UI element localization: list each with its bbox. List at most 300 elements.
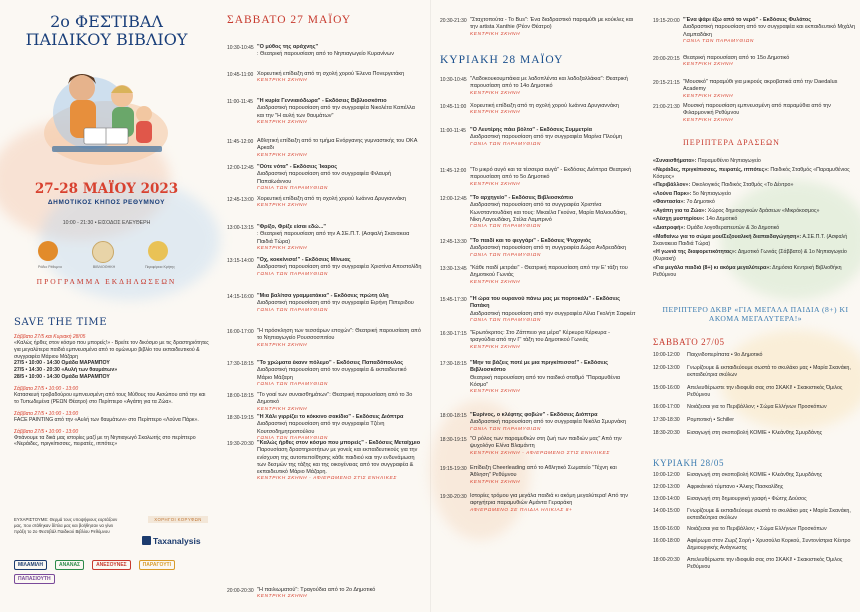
program-event xyxy=(227,164,423,192)
activity-time: 12:00-13:00 xyxy=(653,364,680,371)
kiosk-item xyxy=(653,182,858,189)
program-event xyxy=(653,103,858,124)
event-time: 17:30-18:15 xyxy=(440,360,467,367)
event-title: "Καλώς ήρθες στον κόσμο που μπορείς" - Εκδόσεις Μεταίχμιο xyxy=(257,440,421,446)
event-title: "Η κυρία Γεννιαιόδωρα" - Εκδόσεις Βιβλιοσκόπιο xyxy=(257,98,387,104)
program-event xyxy=(440,412,636,433)
event-description: Διαδραστική παρουσίαση από την συγγραφέα Λίλια Γκολήπ Σαφκέιτ xyxy=(470,310,636,317)
event-time: 12:00-12:45 xyxy=(227,164,254,171)
event-location: ΓΩΝΙΑ ΤΩΝ ΠΑΡΑΜΥΘΙΩΝ xyxy=(257,435,328,441)
event-body xyxy=(257,587,423,601)
event-description: Διαδραστική παρουσίαση από τον συγγραφέα Νικόλα Σμυρνάκη xyxy=(470,419,627,426)
kiosk-list xyxy=(653,158,858,280)
program-event xyxy=(227,414,423,442)
event-description: "Μουσικό" παραμύθι για μικρούς ακροβατικά από την Daedalus Academy xyxy=(683,79,838,93)
event-time: 10:45-11:00 xyxy=(440,103,467,110)
event-time: 21:00-21:30 xyxy=(653,103,680,110)
event-location: ΓΩΝΙΑ ΤΩΝ ΠΑΡΑΜΥΘΙΩΝ xyxy=(470,252,541,258)
column-sunday xyxy=(426,0,639,612)
event-body xyxy=(470,436,636,457)
kiosk-item xyxy=(653,167,858,181)
event-time: 19:15-19:30 xyxy=(440,465,467,472)
block-line: 27/5 • 14:30 - 20:30 «Αυλή των θαυμάτων» xyxy=(14,367,118,374)
block-text: Φτιάνουμε τα δικά μας ιστορίες μαζί με τη Νηπιαγωγό Σκαλωτής στο περίπτερο «Νεράιδες, πριγκίπισσες, πειρατές, ιππότες» xyxy=(14,434,196,448)
event-description: "Το μικρό αυγό και τα τέσσερα αυγά" - Εκδόσεις Διόπτρα Θεατρική παρουσίαση από το 5ο Δημοτικό xyxy=(470,167,632,181)
program-event xyxy=(227,224,423,252)
program-event xyxy=(227,138,423,159)
event-body xyxy=(257,414,423,442)
program-event xyxy=(440,76,636,97)
block-date: Σάββατο 27/5 • 10:00 - 13:00 xyxy=(14,428,79,435)
festival-dates: 27-28 ΜΑΪΟΥ 2023 xyxy=(34,181,179,197)
event-time: 12:00-12:45 xyxy=(440,195,467,202)
kiosk-host: Οικολογικός Παιδικός Σταθμός «Το Δέντρο» xyxy=(691,182,794,189)
save-the-time-block xyxy=(14,411,209,424)
event-description: Διαδραστική παρουσίαση από την συγγραφέα Χριστίνα Αποστολίδη xyxy=(257,264,422,271)
event-description: Χορευτική επίδειξη από τη σχολή χορού Έλενα Πονεργετάκη xyxy=(257,71,405,77)
event-title: "Ένα ψάρι έξω από το νερό" - Εκδόσεις Φυλάτος xyxy=(683,17,812,23)
activity-time: 18:00-20:30 xyxy=(653,557,680,563)
activity-time: 13:00-14:00 xyxy=(653,495,680,502)
event-time: 11:45-12:00 xyxy=(440,167,467,174)
event-location: ΚΕΝΤΡΙΚΗ ΣΚΗΝΗ xyxy=(257,594,308,600)
event-description: Διαδραστική παρουσίαση από την συγγραφέα Μαρίνα Πλούμη xyxy=(470,134,622,141)
event-body xyxy=(470,412,636,433)
event-time: 19:15-20:00 xyxy=(653,17,680,24)
event-body xyxy=(470,360,636,395)
event-location: ΑΦΙΕΡΩΜΕΝΟ ΣΕ ΠΑΙΔΙΑ ΗΛΙΚΙΑΣ 8+ xyxy=(470,507,573,513)
activity-row xyxy=(653,557,858,571)
program-event xyxy=(440,296,636,324)
event-description: Διαδραστική παρουσίαση από τη συγγραφέα Δώρα Ανδρεαδάκη xyxy=(470,245,627,252)
program-event xyxy=(227,196,423,210)
activity-text: Εισαγωγή στη σκοποβολή ΚΟΜΙΕ • Κλεάνθης Σμυρδάνης xyxy=(687,430,823,437)
event-title: "Η ώρα του ουρανού πάνω μας με πορτοκάλι" - Εκδόσεις Πατάκη xyxy=(470,296,620,310)
save-the-time-block xyxy=(14,386,209,406)
event-title: "Οχ, κοκκίνισα!" - Εκδόσεις Μίνωας xyxy=(257,257,351,263)
save-the-time-block xyxy=(14,429,209,449)
event-time: 13:15-14:00 xyxy=(227,257,254,264)
sponsor-row xyxy=(14,560,209,584)
program-event xyxy=(440,465,636,486)
event-location: ΓΩΝΙΑ ΤΩΝ ΠΑΡΑΜΥΘΙΩΝ xyxy=(470,141,541,147)
event-location: ΚΕΝΤΡΙΚΗ ΣΚΗΝΗ xyxy=(257,119,308,125)
event-description: Διαδραστική παρουσίαση από τον συγγραφέα και εκπαιδευτικό Μιχάλη Λαμπαδάκη xyxy=(683,24,856,38)
event-time: 18:30-19:15 xyxy=(440,436,467,443)
event-location: ΚΕΝΤΡΙΚΗ ΣΚΗΝΗ xyxy=(257,203,308,209)
program-label: ΠΡΟΓΡΑΜΜΑ ΕΚΔΗΛΩΣΕΩΝ xyxy=(36,277,177,286)
event-title: "Το παιδί και το φεγγάρι" - Εκδόσεις Ψυχογιός xyxy=(470,238,592,244)
block-date: Σάββατο 27/5 • 10:00 - 13:00 xyxy=(14,386,79,393)
column-cover xyxy=(0,0,213,612)
kiosk-name: «Μαθαίνω για το σώμα μου/Σεξουαλική διαπαιδαγώγηση»: xyxy=(653,233,802,240)
event-description: Θεατρική παρουσίαση από το 15ο Δημοτικό xyxy=(683,55,790,61)
activity-row xyxy=(653,404,858,411)
event-body xyxy=(470,238,636,259)
event-time: 10:30-10:45 xyxy=(440,76,467,83)
event-body xyxy=(470,195,636,230)
kiosk-name: «Συναισθήματα»: xyxy=(653,158,697,164)
event-title: "Φρίξο, Φρίξε είσαι εδώ..." xyxy=(257,224,327,230)
event-time: 13:00-13:15 xyxy=(227,224,254,231)
event-time: 18:00-18:15 xyxy=(440,412,467,419)
program-event xyxy=(440,238,636,259)
activity-time: 14:00-15:00 xyxy=(653,507,680,514)
event-location: ΓΩΝΙΑ ΤΩΝ ΠΑΡΑΜΥΘΙΩΝ xyxy=(257,271,328,277)
activity-row xyxy=(653,385,858,399)
sponsor-logo: ΜΙΛΑΜΙΛΗ xyxy=(14,560,47,570)
program-event xyxy=(440,127,636,148)
program-event xyxy=(440,195,636,230)
big-kiosk-heading: ΠΕΡΙΠΤΕΡΟ ΔΚΒΡ «ΓΙΑ ΜΕΓΑΛΑ ΠΑΙΔΙΑ (8+) ΚΙ ΑΚΟΜΑ ΜΕΓΑΛΥΤΕΡΑ!» xyxy=(662,305,849,324)
activity-text: Εισαγωγή στη δημιουργική γραφή • Φώτης Δούσος xyxy=(687,495,807,502)
program-event xyxy=(227,587,423,601)
sponsor-logo: ΑΝΑΝΑΣ xyxy=(55,560,84,570)
activity-text: Ρομποτική • Schiller xyxy=(687,417,735,424)
activity-row xyxy=(653,352,858,359)
activity-row xyxy=(653,417,858,424)
event-body xyxy=(470,330,636,351)
event-time: 14:15-16:00 xyxy=(227,293,254,300)
event-location: ΚΕΝΤΡΙΚΗ ΣΚΗΝΗ xyxy=(470,479,521,485)
kiosk-item xyxy=(653,158,858,165)
event-description: Διαδραστική παρουσίαση από τον συγγραφέα & εκπαιδευτικό Μάριο Μάζαρη xyxy=(257,367,407,381)
event-location: ΚΕΝΤΡΙΚΗ ΣΚΗΝΗ xyxy=(257,406,308,412)
event-location: ΓΩΝΙΑ ΤΩΝ ΠΑΡΑΜΥΘΙΩΝ xyxy=(257,381,328,387)
kiosk-item xyxy=(653,216,858,223)
program-event xyxy=(440,167,636,188)
event-location: ΚΕΝΤΡΙΚΗ ΣΚΗΝΗ xyxy=(257,342,308,348)
program-event xyxy=(440,493,636,514)
activity-time: 15:00-16:00 xyxy=(653,526,680,533)
event-location: ΓΩΝΙΑ ΤΩΝ ΠΑΡΑΜΥΘΙΩΝ xyxy=(470,317,541,323)
thanks-note: ΕΥΧΑΡΙΣΤΟΥΜΕ: Θερμά τους υποψήφιους εορτάζουν μας, που στάθηκαν δίπλα μας και βοήθησαν να γίνει πράξη το 2ο Φεστιβάλ Παιδικού Βιβλίου Ρεθύμνου xyxy=(14,517,118,534)
program-event xyxy=(653,17,858,45)
event-location: ΚΕΝΤΡΙΚΗ ΣΚΗΝΗ - ΑΦΙΕΡΩΜΕΝΟ ΣΤΙΣ ΕΝΗΛΙΚΕΣ xyxy=(470,450,610,456)
event-description: "Ερωτόκριτος: Στο Ζάππειο για μέρα" Κέρκυρα Κέρκυρα - τραγούδια από την Γ' τάξη του Δημοτικού Γωνιάς xyxy=(470,330,610,344)
activity-row xyxy=(653,508,858,522)
kiosk-sunday-label: ΚΥΡΙΑΚΗ 28/05 xyxy=(653,458,725,468)
event-time: 17:30-18:15 xyxy=(227,360,254,367)
event-location: ΚΕΝΤΡΙΚΗ ΣΚΗΝΗ - ΑΦΙΕΡΩΜΕΝΟ ΣΤΙΣ ΕΝΗΛΙΚΕΣ xyxy=(257,476,397,482)
program-event xyxy=(227,392,423,413)
event-time: 20:30-21:30 xyxy=(440,17,467,24)
event-time: 18:30-19:15 xyxy=(227,414,254,421)
program-event xyxy=(440,17,636,38)
activity-time: 15:00-16:00 xyxy=(653,384,680,391)
event-body xyxy=(683,103,858,124)
event-body xyxy=(470,76,636,97)
event-body xyxy=(470,167,636,188)
event-title: "Ευρίνος, ο κλέφτης φοβών" - Εκδόσεις Διόπτρα xyxy=(470,412,598,418)
radio-logo xyxy=(38,241,58,261)
block-text: Κατασκευή τροβαδούρου εμπνευσμένη από τους Μύθους του Αισώπου από την και το Τυπωδεμένα (ΡΕΩΝ Θέατρο) στο Περίπτερο «Αγάπη για τα Ζώα». xyxy=(14,392,206,406)
block-line: 27/5 • 10:00 - 14:30 Ομάδα ΜΑΡΑΜΠΟΥ xyxy=(14,360,110,367)
event-location: ΚΕΝΤΡΙΚΗ ΣΚΗΝΗ xyxy=(470,90,521,96)
event-description: "Σταχτοπούτα - Το Bus": Ένα διαδραστικό παραμύθι με κούκλες και την artista Xanthie (Ρέον Θέατρο) xyxy=(470,17,633,31)
reading-family-illustration xyxy=(36,58,176,168)
kiosk-saturday-label: ΣΑΒΒΑΤΟ 27/05 xyxy=(653,337,725,347)
program-event xyxy=(440,265,636,286)
activity-time: 10:00-12:00 xyxy=(653,472,680,478)
saturday-heading: ΣΑΒΒΑΤΟ 27 ΜΑΪΟΥ xyxy=(227,14,352,26)
activity-text: Γνωρίζουμε & εκπαιδεύουμε σωστά το σκυλάκο μας • Μαρία Σκανάκη, εκπαιδεύτρια σκύλων xyxy=(687,507,851,521)
event-location: ΚΕΝΤΡΙΚΗ ΣΚΗΝΗ xyxy=(257,78,308,84)
kiosk-item xyxy=(653,249,858,263)
event-location: ΚΕΝΤΡΙΚΗ ΣΚΗΝΗ xyxy=(683,93,734,99)
event-body xyxy=(470,296,636,324)
activity-text: Παιχνιδοπερίπατα • 9ο Δημοτικό xyxy=(687,352,763,358)
kiosk-item xyxy=(653,191,858,198)
event-description: Χορευτική επίδειξη από τη σχολή χορού Ιωάννα Δρυγιαννάκη xyxy=(257,196,406,202)
kiosk-item xyxy=(653,208,858,215)
event-body xyxy=(257,44,423,59)
event-body xyxy=(257,98,423,126)
event-time: 10:30-10:45 xyxy=(227,44,254,51)
activity-time: 12:00-13:00 xyxy=(653,483,680,490)
column-saturday xyxy=(213,0,426,612)
event-body xyxy=(683,79,858,100)
activity-row xyxy=(653,430,858,437)
event-description: Μουσική παρουσίαση εμπνευσμένη από παραμύθια από την Φιλαρμονική Ρεθύμνου xyxy=(683,103,831,117)
activity-time: 18:30-20:30 xyxy=(653,430,680,437)
kiosk-name: «Λούνα Παρκ»: xyxy=(653,190,692,197)
event-description: "Κάθε παιδί μετράει" - Θεατρική παρουσίαση από την Ε' τάξη του Δημοτικού Γωνιάς xyxy=(470,265,628,279)
event-body xyxy=(257,196,423,210)
kiosk-item xyxy=(653,199,858,206)
event-description: Διαδραστική παρουσίαση από τον συγγραφέα Φιλαυρή Παπαϊωάννου xyxy=(257,171,392,185)
program-event xyxy=(227,293,423,314)
activity-time: 16:00-18:00 xyxy=(653,538,680,545)
activity-text: Νοιάζεσαι για το Περιβάλλον; • Σώμα Ελλήνων Προσκόπων xyxy=(687,526,827,533)
event-title: "Ο μύθος της αράχνης" xyxy=(257,44,319,50)
event-location: ΚΕΝΤΡΙΚΗ ΣΚΗΝΗ xyxy=(257,245,308,251)
block-date: Σάββατο 27/5 • 10:00 - 13:00 xyxy=(14,410,79,417)
event-description: Επίδειξη Cheerleading από το Αθλητικό Σωματείο "Τέχνη και Άθληση" Ρεθύμνου xyxy=(470,465,617,479)
event-time: 11:45-12:00 xyxy=(227,138,254,145)
kiosk-host: 7ο Δημοτικό xyxy=(686,199,715,206)
event-body xyxy=(470,493,636,514)
activity-row xyxy=(653,538,858,552)
event-body xyxy=(257,360,423,388)
event-title: "Η Χάλι γιρρίζει το κόκκινο σακίδιο" - Εκδόσεις Διόπτρα xyxy=(257,414,404,420)
activity-text: Εισαγωγή στη σκοποβολή ΚΟΜΙΕ • Κλεάνθης Σμυρδάνης xyxy=(687,472,823,478)
event-description: Ιστορίες τρόμου για μεγάλα παιδιά κι ακόμη μεγαλύτερα! Από την αφηγήτρια παραμυθιών Αμάντα Γεραράκη xyxy=(470,493,628,507)
event-time: 13:30-13:45 xyxy=(440,265,467,272)
event-description: : Θεατρική παρουσίαση από την Α.ΣΕ.Π.Τ. (Ασφαλή Σκανακεια Παιδιά Τώρα) xyxy=(257,231,410,245)
event-body xyxy=(257,71,423,85)
program-event xyxy=(227,328,423,349)
program-event xyxy=(653,55,858,69)
activity-text: Νοιάζεσαι για το Περιβάλλον; • Σώμα Ελλήνων Προσκόπων xyxy=(687,404,827,411)
kiosk-item xyxy=(653,265,858,279)
activity-time: 17:30-18:30 xyxy=(653,417,680,424)
event-location: ΚΕΝΤΡΙΚΗ ΣΚΗΝΗ xyxy=(470,110,521,116)
activity-row xyxy=(653,526,858,533)
program-event xyxy=(227,98,423,126)
activity-row xyxy=(653,365,858,379)
event-description: "Λαδοκουκουμπάκια με λαδοπλέντα και λαδοξαλλάκια": Θεατρική παρουσίαση από το 14ο Δημοτικό xyxy=(470,76,628,90)
event-time: 12:45-13:00 xyxy=(227,196,254,203)
save-the-time-block xyxy=(14,334,209,381)
column-kiosks xyxy=(639,0,860,612)
event-description: Διαδραστική παρουσίαση από τα συγγραφέα Χριστίνα Κωνσταντουδάκη και τους: Μικαέλα Γκούνα, Μαρία Μαλιουδάκη, Νίκη Λαγουδάκη, Στέλα Λαμπρινό xyxy=(470,202,627,223)
activity-text: Αφιέρωμα στον Ζωρζ Σορή • Χρυσούλα Κορκού, Συντονίστρια Κέντρο Δημιουργικής Ανάγνωσης xyxy=(687,538,851,552)
event-body xyxy=(257,392,423,413)
event-description: Διαδραστική παρουσίαση από την συγγραφέα Νικολέτα Καπέλλα και την "Η αυλή των θαυμάτων" xyxy=(257,105,415,119)
event-body xyxy=(257,293,423,314)
program-event xyxy=(227,360,423,388)
kiosk-name: «Αγάπη για τα Ζώα»: xyxy=(653,207,707,214)
event-time: 16:00-17:00 xyxy=(227,328,254,335)
save-the-time-list xyxy=(14,334,209,453)
event-description: : Θεατρική παρουσίαση από το Νηπιαγωγείο Κυρανίνων xyxy=(257,51,394,58)
kiosks-heading: ΠΕΡΙΠΤΕΡΑ ΔΡΑΣΕΩΝ xyxy=(683,138,780,147)
taxanalysis-icon xyxy=(142,536,151,545)
event-description: Διαδραστική παρουσίαση από την συγγραφέα Ειρήνη Πιπεριδου xyxy=(257,300,414,307)
event-location: ΚΕΝΤΡΙΚΗ ΣΚΗΝΗ xyxy=(683,117,734,123)
event-time: 12:45-13:30 xyxy=(440,238,467,245)
event-description: Παρουσίαση δραστηριοτήτων με γονείς και εκπαιδευτικούς για την ενίσχυση της αυτοπεποίθησης κάθε παιδιού και την ενδυνάμωση των δεσμών της τάξης και της οικογένειας από τον συγγραφέα & εκπαιδευτικό Μάριο Μάζαρη. xyxy=(257,447,418,475)
program-event xyxy=(227,440,423,483)
event-location: ΚΕΝΤΡΙΚΗ ΣΚΗΝΗ xyxy=(683,62,734,68)
festival-title-line2: ΠΑΙΔΙΚΟΥ ΒΙΒΛΙΟΥ xyxy=(25,30,188,49)
kiosk-name: «Νεράιδες, πριγκίπισσες, πειρατές, ιππότες»: xyxy=(653,166,769,173)
kiosk-host: Χώρος δημιουργικών δράσεων «Μικρόκοσμος» xyxy=(707,207,820,214)
event-body xyxy=(470,103,636,117)
event-body xyxy=(257,328,423,349)
festival-venue: ΔΗΜΟΤΙΚΟΣ ΚΗΠΟΣ ΡΕΘΥΜΝΟΥ xyxy=(47,199,166,206)
kiosk-host: Παιδικός Σταθμός «Παραμυθένιος Κόσμος» xyxy=(653,166,850,180)
event-time: 19:30-20:30 xyxy=(440,493,467,500)
program-event xyxy=(227,44,423,59)
block-text: «Καλώς ήρθες στον κόσμο που μπορείς!» - Βρείτε τον δικόσμο με τις δραστηριότητες για μεγαλύτερα παιδιά εμπνευσμένα από το ομώνυμο βιβλίο του εκπαιδευτικού & συγγραφέα Μάριου Μάζαρη xyxy=(14,340,209,360)
event-body xyxy=(470,17,636,38)
event-body xyxy=(257,257,423,278)
program-event xyxy=(440,360,636,395)
kiosk-item xyxy=(653,234,858,248)
block-date: Σάββατο 27/5 και Κυριακή 28/05 xyxy=(14,334,86,340)
event-location: ΚΕΝΤΡΙΚΗ ΣΚΗΝΗ xyxy=(470,31,521,37)
event-title: "Ο Λευτέρης πάει βόλτα" - Εκδόσεις Συμμετρία xyxy=(470,127,592,133)
festival-title-line1: 2ο ΦΕΣΤΙΒΑΛ xyxy=(50,12,163,31)
activity-row xyxy=(653,472,858,479)
program-event xyxy=(440,436,636,457)
event-time: 16:30-17:15 xyxy=(440,330,467,337)
taxanalysis-label: Taxanalysis xyxy=(153,535,201,546)
kiosk-name: «Περιβάλλον»: xyxy=(653,182,691,189)
event-title: "Μια βαλίτσα γραμματάκια" - Εκδόσεις πρώτη ύλη xyxy=(257,293,389,299)
kiosk-name: «Για μεγάλα παιδιά (8+) κι ακόμα μεγαλύτερα»: xyxy=(653,264,771,271)
event-body xyxy=(470,127,636,148)
activity-text: Απελευθέρωστε την ιδιοφυΐα σας στο ΣΚΑΚΙ! • Σκακιστικός Όμιλος Ρεθύμνου xyxy=(687,384,843,398)
kiosk-item xyxy=(653,225,858,232)
activity-time: 10:00-12:00 xyxy=(653,352,680,358)
event-description: "Ο ρόλος των παραμυθιών στη ζωή των παιδιών μας" Από την ψυχολόγο Ελίνα Βλαμάντη xyxy=(470,436,622,450)
sponsor-logo: ΠΑΡΑΓΟΥΤΙ xyxy=(139,560,175,570)
event-location: ΓΩΝΙΑ ΤΩΝ ΠΑΡΑΜΥΘΙΩΝ xyxy=(470,426,541,432)
event-description: "Η παιλιωματού": Τραγούδια από το 2ο Δημοτικό xyxy=(257,587,376,593)
kiosk-host: Παραμυθένιο Νηπιαγωγείο xyxy=(697,158,761,164)
sponsor-logo: ΑΝΕΣΟΥΝΕΣ xyxy=(92,560,131,570)
radio-logo-caption: Ράδιο Ρέθυμνο xyxy=(37,265,63,269)
event-description: Θεατρική παρουσίαση από τον παιδικό σταθμό "Παραμυθένια Κόσμο" xyxy=(470,374,621,388)
region-logo-caption: Περιφέρεια Κρήτης xyxy=(144,265,176,269)
event-time: 20:00-20:15 xyxy=(653,55,680,62)
kiosk-host: Δημόσια Κεντρική Βιβλιοθήκη Ρεθύμνου xyxy=(653,264,842,278)
library-logo xyxy=(92,241,114,263)
sponsor-logo: ΠΑΠΑΣΙΟΥΤΗ xyxy=(14,574,55,584)
activity-text: Γνωρίζουμε & εκπαιδεύουμε σωστά το σκυλάκο μας • Μαρία Σκανάκη, εκπαιδεύτρια σκύλων xyxy=(687,364,851,378)
sponsor-header: ΧΟΡΗΓΟΙ ΚΟΡΥΦΩΝ xyxy=(148,516,208,523)
event-location: ΚΕΝΤΡΙΚΗ ΣΚΗΝΗ xyxy=(257,152,308,158)
program-event xyxy=(227,71,423,85)
library-logo-caption: ΒΙΒΛΙΟΘΗΚΗ xyxy=(92,265,116,269)
event-location: ΓΩΝΙΑ ΤΩΝ ΠΑΡΑΜΥΘΙΩΝ xyxy=(470,224,541,229)
block-text: FACE PAINTING από την «Αυλή των θαυμάτων» στο Περίπτερο «Λούνα Πάρκ». xyxy=(14,416,199,423)
event-time: 15:45-17:30 xyxy=(440,296,467,303)
event-description: Διαδραστική παρουσίαση από την συγγραφέα Τζένη Κουτσοδημητροπούλου xyxy=(257,421,385,435)
event-body xyxy=(683,55,858,69)
kiosk-name: «Λέσχη μυστηρίου»: xyxy=(653,216,705,223)
event-time: 11:00-11:45 xyxy=(440,127,466,134)
event-description: "Το γοαί των συναισθημάτων": Θεατρική παρουσίαση από το 3ο Δημοτικό xyxy=(257,392,413,406)
event-description: "Η πρόσκληση των τεσσάρων εποχών": Θεατρική παρουσίαση από το Νηπιαγωγείο Ρουσσοσπιτίου xyxy=(257,328,421,342)
event-body xyxy=(257,138,423,159)
event-body xyxy=(257,440,423,483)
sunday-heading: ΚΥΡΙΑΚΗ 28 ΜΑΪΟΥ xyxy=(440,54,564,66)
save-the-time-heading: SAVE THE TIME xyxy=(14,317,108,328)
event-location: ΚΕΝΤΡΙΚΗ ΣΚΗΝΗ xyxy=(470,344,521,350)
event-location: ΚΕΝΤΡΙΚΗ ΣΚΗΝΗ xyxy=(470,181,521,187)
event-location: ΓΩΝΙΑ ΤΩΝ ΠΑΡΑΜΥΘΙΩΝ xyxy=(257,185,328,191)
event-location: ΓΩΝΙΑ ΤΩΝ ΠΑΡΑΜΥΘΙΩΝ xyxy=(257,307,328,313)
event-time: 20:00-20:30 xyxy=(227,587,254,594)
event-title: "Το χρώματα έκανν πόλεμο" - Εκδόσεις Παπαδόπουλος xyxy=(257,360,404,366)
event-title: "Ούτε νότα" - Εκδόσεις Ίκαρος xyxy=(257,164,338,170)
event-location: ΓΩΝΙΑ ΤΩΝ ΠΑΡΑΜΥΘΙΩΝ xyxy=(683,38,754,44)
taxanalysis-logo xyxy=(142,534,212,547)
program-event xyxy=(440,330,636,351)
event-time: 10:45-11:00 xyxy=(227,71,254,78)
kiosk-host: 5ο Νηπιαγωγείο xyxy=(692,190,731,197)
event-time: 18:00-18:15 xyxy=(227,392,254,399)
program-event xyxy=(227,257,423,278)
event-time: 20:15-21:15 xyxy=(653,79,680,86)
event-body xyxy=(470,465,636,486)
event-description: Χορευτική επίδειξη από τη σχολή χορού Ιωάννα Δρυγιαννάκη xyxy=(470,103,619,109)
kiosk-name: «Η γωνιά της διαφορετικότητας»: xyxy=(653,249,737,256)
event-location: ΚΕΝΤΡΙΚΗ ΣΚΗΝΗ xyxy=(470,389,521,394)
activity-time: 16:00-17:00 xyxy=(653,404,680,411)
event-description: Αθλητική επίδειξη από το τμήμα Ενόργανης γυμναστικής του ΟΚΑ Αρκαδι xyxy=(257,138,418,152)
event-time: 19:30-20:30 xyxy=(227,440,254,447)
kiosk-sunday-rows xyxy=(653,472,858,576)
block-line: 28/5 • 10:00 - 14:30 Ομάδα ΜΑΡΑΜΠΟΥ xyxy=(14,374,110,381)
kiosk-host: Δημοτικό Γωνιάς (Σάββατο) & 1ο Νηπιαγωγείο (Κυριακή) xyxy=(653,249,847,263)
event-body xyxy=(683,17,858,45)
event-location: ΚΕΝΤΡΙΚΗ ΣΚΗΝΗ xyxy=(470,279,521,285)
kiosk-host: Ομάδα λογοθεραπευτών & 3ο Δημοτικό xyxy=(686,225,780,232)
kiosk-name: «Διατροφή»: xyxy=(653,225,686,232)
festival-hours: 10:00 - 21:30 • ΕΙΣΟΔΟΣ ΕΛΕΥΘΕΡΗ xyxy=(62,220,151,226)
kiosk-host: 14ο Δημοτικό xyxy=(706,216,738,223)
activity-row xyxy=(653,496,858,503)
kiosk-name: «Φαντασία»: xyxy=(653,199,686,206)
event-body xyxy=(257,164,423,192)
event-body xyxy=(257,224,423,252)
activity-text: Απελευθέρωστε την ιδιοφυΐα σας στο ΣΚΑΚΙ! • Σκακιστικός Όμιλος Ρεθύμνου xyxy=(687,557,843,570)
